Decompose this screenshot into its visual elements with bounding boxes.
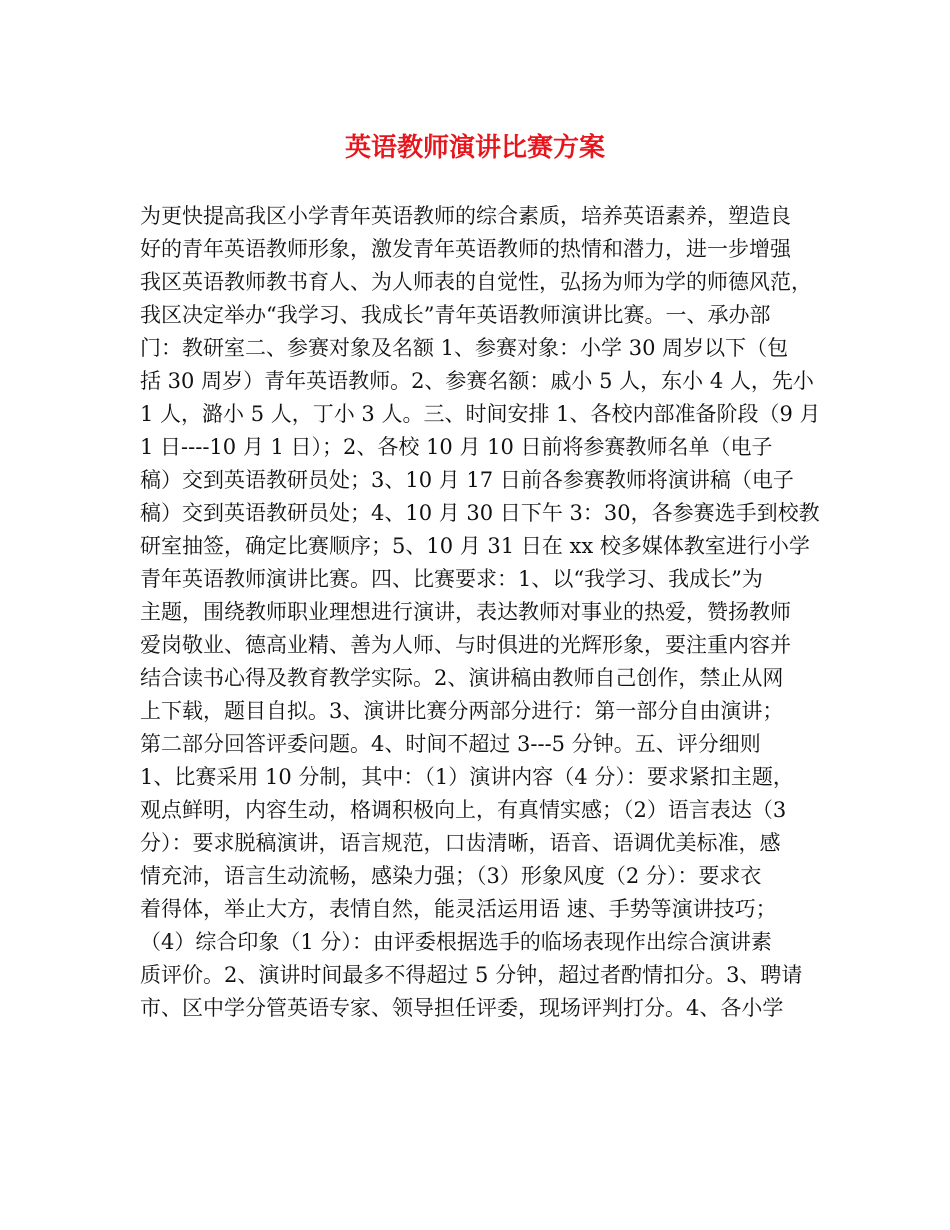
document-title: 英语教师演讲比赛方案: [344, 133, 605, 163]
body-line: 1 日----10 月 1 日）；2、各校 10 月 10 日前将参赛教师名单（电子: [140, 435, 773, 459]
body-line: 我区决定举办“我学习、我成长”青年英语教师演讲比赛。一、承办部: [140, 303, 771, 327]
body-line: 稿）交到英语教研员处；4、10 月 30 日下午 3：30，各参赛选手到校教: [140, 501, 820, 525]
document-body: [140, 200, 830, 1025]
body-line: 市、区中学分管英语专家、领导担任评委，现场评判打分。4、各小学: [140, 996, 784, 1020]
body-line: 分）：要求脱稿演讲，语言规范，口齿清晰，语音、语调优美标准，感: [140, 831, 781, 855]
body-line: 好的青年英语教师形象，激发青年英语教师的热情和潜力，进一步增强: [140, 237, 791, 261]
body-line: 为更快提高我区小学青年英语教师的综合素质，培养英语素养，塑造良: [140, 204, 791, 228]
body-line: 稿）交到英语教研员处；3、10 月 17 日前各参赛教师将演讲稿（电子: [140, 468, 794, 492]
body-line: 括 30 周岁）青年英语教师。2、参赛名额：戚小 5 人，东小 4 人，先小: [140, 369, 814, 393]
body-line: 1、比赛采用 10 分制，其中：（1）演讲内容（4 分）：要求紧扣主题，: [140, 765, 794, 789]
body-line: 1 人，潞小 5 人，丁小 3 人。三、时间安排 1、各校内部准备阶段（9 月: [140, 402, 821, 426]
body-line: 上下载，题目自拟。3、演讲比赛分两部分进行：第一部分自由演讲；: [140, 699, 784, 723]
body-line: 着得体，举止大方，表情自然，能灵活运用语 速、手势等演讲技巧；: [140, 897, 777, 921]
body-line: 第二部分回答评委问题。4、时间不超过 3---5 分钟。五、评分细则: [140, 732, 761, 756]
body-line: 观点鲜明，内容生动，格调积极向上，有真情实感；（2）语言表达（3: [140, 798, 787, 822]
body-line: （4）综合印象（1 分）：由评委根据选手的临场表现作出综合演讲素: [140, 930, 772, 954]
body-line: 结合读书心得及教育教学实际。2、演讲稿由教师自己创作，禁止从网: [140, 666, 784, 690]
body-line: 研室抽签，确定比赛顺序；5、10 月 31 日在 xx 校多媒体教室进行小学: [140, 534, 810, 558]
body-line: 爱岗敬业、德高业精、善为人师、与时俱进的光辉形象，要注重内容并: [140, 633, 791, 657]
body-line: 质评价。2、演讲时间最多不得超过 5 分钟，超过者酌情扣分。3、聘请: [140, 963, 803, 987]
body-line: 情充沛，语言生动流畅，感染力强；（3）形象风度（2 分）：要求衣: [140, 864, 762, 888]
body-line: 主题，围绕教师职业理想进行演讲，表达教师对事业的热爱，赞扬教师: [140, 600, 791, 624]
body-line: 我区英语教师教书育人、为人师表的自觉性，弘扬为师为学的师德风范，: [140, 270, 812, 294]
body-line: 门：教研室二、参赛对象及名额 1、参赛对象：小学 30 周岁以下（包: [140, 336, 789, 360]
body-line: 青年英语教师演讲比赛。四、比赛要求：1、以“我学习、我成长”为: [140, 567, 763, 591]
